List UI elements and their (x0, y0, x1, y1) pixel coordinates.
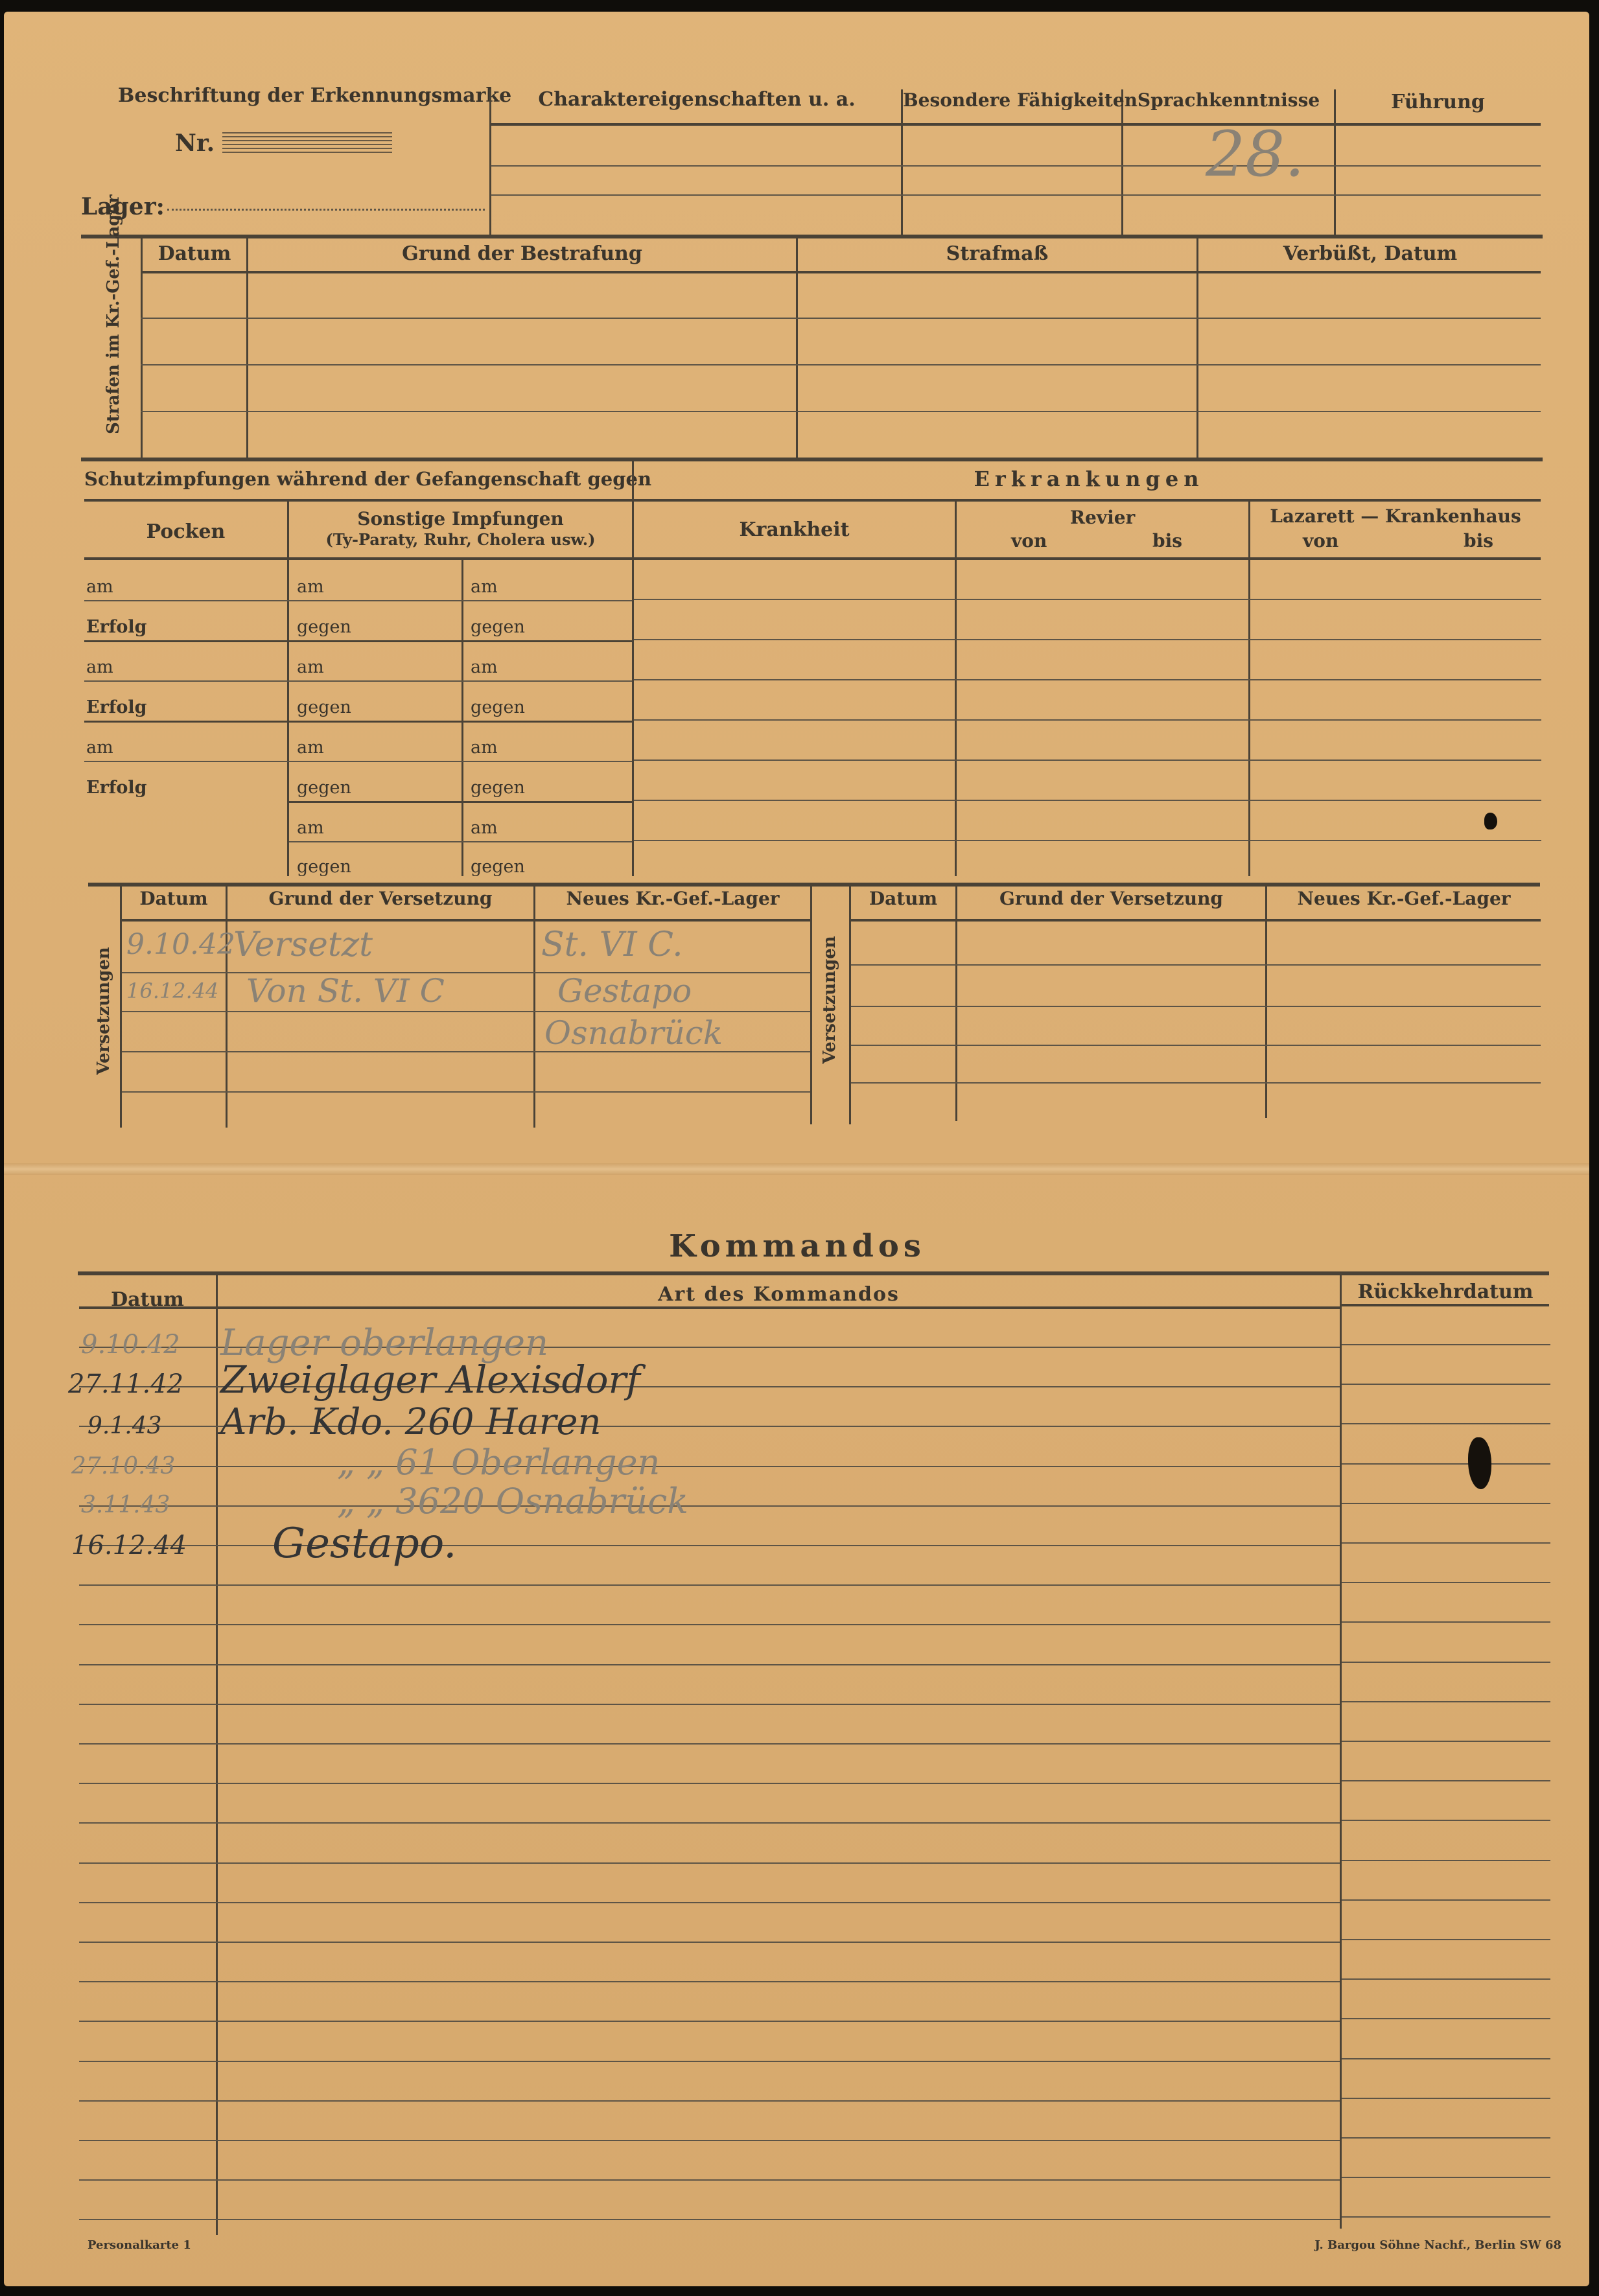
kommandos-row-rule (79, 1862, 1340, 1864)
lazarett-von: von (1303, 530, 1339, 551)
kommando-datum: 9.1.43 (88, 1413, 162, 1439)
erkrankungen-divider (1248, 500, 1250, 876)
impf-am: am (471, 657, 498, 677)
kommandos-row-rule (1342, 2216, 1550, 2218)
footer-printer: J. Bargou Söhne Nachf., Berlin SW 68 (1314, 2238, 1561, 2252)
lazarett-header: Lazarett — Krankenhaus (1270, 505, 1521, 527)
impf-am: am (297, 818, 324, 838)
vers-grund-header-left: Grund der Versetzung (268, 888, 493, 909)
kommandos-row-rule (79, 1981, 1340, 1982)
faehigkeiten-header: Besondere Fähigkeiten (903, 89, 1138, 111)
vers-rule (122, 972, 810, 973)
kommandos-divider (1340, 1273, 1342, 2229)
versetzungen-side-label-left: Versetzungen (94, 947, 113, 1075)
kommandos-datum-header: Datum (111, 1288, 184, 1311)
kommandos-row-rule (79, 1942, 1340, 1943)
kommandos-row-rule (79, 2021, 1340, 2022)
section-rule (88, 883, 1540, 887)
erkrank-row-rule (634, 639, 1541, 640)
kommandos-header-rule (79, 1306, 1340, 1309)
erkrank-row-rule (634, 840, 1541, 841)
kommandos-row-rule (79, 1545, 1340, 1546)
header-rule (491, 194, 1541, 196)
kommandos-row-rule (1342, 1899, 1550, 1901)
revier-header: Revier (1069, 507, 1136, 528)
impf-row-rule (84, 721, 632, 723)
erkrank-row-rule (634, 800, 1541, 801)
impf-am: am (297, 577, 324, 597)
vers-rule (851, 1045, 1541, 1046)
impf-gegen: gegen (297, 697, 351, 717)
erkrankungen-divider (955, 500, 957, 876)
kommandos-row-rule (79, 2179, 1340, 2181)
fold-crease (4, 1163, 1589, 1175)
strafen-verbuesst-header: Verbüßt, Datum (1283, 242, 1458, 265)
impf-gegen: gegen (297, 778, 351, 798)
kommandos-row-rule (1342, 1820, 1550, 1821)
vers-rule (851, 1082, 1541, 1084)
nr-redaction-lines (222, 132, 392, 156)
header-divider (901, 89, 903, 235)
impf-gegen: gegen (471, 857, 525, 877)
kommandos-row-rule (79, 1466, 1340, 1467)
vers-grund-header-right: Grund der Versetzung (999, 888, 1224, 909)
kommandos-row-rule (1342, 1939, 1550, 1940)
kommandos-row-rule (1342, 1423, 1550, 1424)
lager-label: Lager: (81, 193, 165, 220)
revier-von: von (1011, 530, 1047, 551)
vers-rule (851, 1006, 1541, 1007)
kommandos-row-rule (1342, 1384, 1550, 1385)
erkrank-row-rule (634, 679, 1541, 680)
kommandos-top-rule (78, 1271, 1549, 1275)
kommandos-divider (216, 1273, 218, 2235)
header-rule (491, 165, 1541, 167)
kommandos-row-rule (1342, 1780, 1550, 1781)
kommandos-row-rule (79, 1505, 1340, 1507)
impf-gegen: gegen (297, 857, 351, 877)
kommandos-row-rule (1342, 1621, 1550, 1623)
strafen-rule (141, 271, 1541, 273)
strafen-rule (141, 411, 1541, 412)
impfungen-divider (287, 500, 289, 876)
vers-rule (122, 1091, 810, 1093)
kommandos-row-rule (1342, 2058, 1550, 2059)
kommandos-row-rule (79, 2219, 1340, 2220)
impf-gegen: gegen (471, 697, 525, 717)
vers-entry-lager: Osnabrück (544, 1014, 723, 1052)
beschriftung-label: Beschriftung der Erkennungsmarke (118, 84, 512, 107)
kommando-art: „ „ 61 Oberlangen (337, 1442, 660, 1483)
charakter-header: Charaktereigenschaften u. a. (538, 88, 856, 111)
pocken-am: am (86, 737, 113, 758)
kommandos-row-rule (79, 2061, 1340, 2062)
kommandos-row-rule (79, 1584, 1340, 1586)
vers-entry-lager: Gestapo (557, 972, 692, 1010)
vers-entry-datum: 16.12.44 (126, 979, 219, 1003)
vers-entry-lager: St. VI C. (541, 925, 683, 964)
vers-entry-datum: 9.10.42 (126, 928, 235, 961)
vers-datum-header-left: Datum (139, 888, 208, 909)
section-rule (81, 235, 1543, 238)
impf-gegen: gegen (297, 617, 351, 637)
kommandos-row-rule (79, 1664, 1340, 1665)
kommandos-row-rule (1342, 1662, 1550, 1663)
vers-rule (122, 1011, 810, 1012)
paper-hole (1468, 1437, 1491, 1489)
pocken-erfolg: Erfolg (86, 697, 147, 717)
header-divider (489, 89, 491, 235)
kommandos-row-rule (79, 2140, 1340, 2141)
kommandos-title: Kommandos (669, 1228, 926, 1264)
kommandos-row-rule (79, 2100, 1340, 2102)
strafen-datum-header: Datum (158, 242, 231, 265)
kommandos-row-rule (1342, 1741, 1550, 1742)
kommandos-rueckkehr-header: Rückkehrdatum (1357, 1281, 1534, 1303)
kommando-art: Zweiglager Alexisdorf (220, 1358, 640, 1402)
impfungen-rule (84, 499, 1541, 502)
kommando-datum: 27.10.43 (71, 1453, 176, 1479)
kommandos-row-rule (1342, 1542, 1550, 1544)
kommandos-row-rule (1342, 1463, 1550, 1465)
vers-rule (851, 964, 1541, 966)
erkrank-row-rule (634, 760, 1541, 761)
pocken-erfolg: Erfolg (86, 778, 147, 798)
kommandos-row-rule (1342, 2098, 1550, 2099)
kommando-datum: 27.11.42 (68, 1369, 184, 1399)
kommando-art: Lager oberlangen (220, 1322, 549, 1364)
pocken-am: am (86, 657, 113, 677)
strafen-rule (141, 318, 1541, 319)
impf-am: am (297, 657, 324, 677)
pocken-am: am (86, 577, 113, 597)
kommandos-art-header: Art des Kommandos (658, 1283, 900, 1306)
sonstige-header: Sonstige Impfungen (357, 508, 564, 529)
kommandos-row-rule (1342, 2018, 1550, 2019)
kommando-art: Gestapo. (272, 1520, 457, 1568)
impf-gegen: gegen (471, 617, 525, 637)
vers-rule (122, 919, 810, 922)
erkrank-row-rule (634, 599, 1541, 600)
kommandos-row-rule (79, 1624, 1340, 1625)
impf-am: am (297, 737, 324, 758)
revier-bis: bis (1152, 530, 1182, 551)
vers-entry-grund: Von St. VI C (246, 972, 445, 1010)
header-rule (491, 123, 1541, 126)
kommando-datum: 3.11.43 (81, 1492, 170, 1518)
footer-form-id: Personalkarte 1 (88, 2238, 191, 2252)
pocken-header: Pocken (146, 520, 226, 543)
kommandos-row-rule (79, 1743, 1340, 1745)
kommandos-row-rule (1342, 1503, 1550, 1504)
section-rule (81, 458, 1543, 461)
paper-hole (1484, 813, 1497, 829)
kommandos-row-rule (79, 1902, 1340, 1903)
impfungen-rule (84, 557, 1541, 560)
impf-row-rule (84, 600, 632, 601)
impf-gegen: gegen (471, 778, 525, 798)
impf-row-rule (289, 841, 632, 842)
vers-rule (851, 919, 1541, 922)
impf-am: am (471, 818, 498, 838)
strafen-grund-header: Grund der Bestrafung (402, 242, 642, 265)
sonstige-subheader: (Ty-Paraty, Ruhr, Cholera usw.) (325, 530, 596, 549)
vers-datum-header-right: Datum (869, 888, 938, 909)
kommandos-row-rule (1342, 2137, 1550, 2139)
kommandos-row-rule (1342, 1860, 1550, 1861)
impf-am: am (471, 577, 498, 597)
nr-label: Nr. (175, 130, 215, 157)
kommandos-header-rule (1342, 1304, 1549, 1306)
strafen-strafmass-header: Strafmaß (946, 242, 1049, 265)
strafen-rule (141, 364, 1541, 365)
kommando-art: Arb. Kdo. 260 Haren (220, 1401, 601, 1443)
impf-am: am (471, 737, 498, 758)
vers-entry-grund: Versetzt (233, 925, 373, 964)
impf-row-rule (84, 761, 632, 762)
vers-divider (810, 885, 812, 1124)
fuehrung-header: Führung (1391, 91, 1485, 113)
lager-dotted-line (167, 209, 485, 211)
strafen-side-label: Strafen im Kr.-Gef.-Lager (104, 194, 123, 434)
kommando-datum: 16.12.44 (71, 1531, 187, 1560)
impf-row-rule (84, 640, 632, 642)
kommandos-row-rule (1342, 1701, 1550, 1702)
impfungen-title: Schutzimpfungen während der Gefangenschaft gegen (84, 468, 652, 490)
vers-neues-header-left: Neues Kr.-Gef.-Lager (566, 888, 780, 909)
kommandos-row-rule (79, 1704, 1340, 1705)
kommando-art: „ „ 3620 Osnabrück (337, 1481, 688, 1522)
vers-neues-header-right: Neues Kr.-Gef.-Lager (1297, 888, 1511, 909)
pocken-erfolg: Erfolg (86, 617, 147, 637)
impf-row-rule (289, 801, 632, 803)
sprachkenntnisse-value: 28. (1206, 118, 1305, 191)
header-divider (1121, 89, 1123, 235)
versetzungen-side-label-right: Versetzungen (820, 936, 839, 1064)
kommandos-row-rule (1342, 1978, 1550, 1980)
erkrankungen-title: Erkrankungen (974, 467, 1204, 491)
kommandos-row-rule (1342, 2177, 1550, 2178)
sprachkenntnisse-header: Sprachkenntnisse (1137, 89, 1320, 111)
impfungen-divider (461, 559, 463, 876)
kommandos-row-rule (1342, 1582, 1550, 1583)
impf-row-rule (84, 680, 632, 682)
kommando-datum: 9.10.42 (81, 1330, 180, 1360)
erkrank-row-rule (634, 719, 1541, 721)
kommandos-row-rule (79, 1783, 1340, 1784)
krankheit-header: Krankheit (739, 518, 850, 541)
kommandos-row-rule (1342, 1344, 1550, 1345)
lazarett-bis: bis (1464, 530, 1493, 551)
kommandos-row-rule (79, 1822, 1340, 1824)
